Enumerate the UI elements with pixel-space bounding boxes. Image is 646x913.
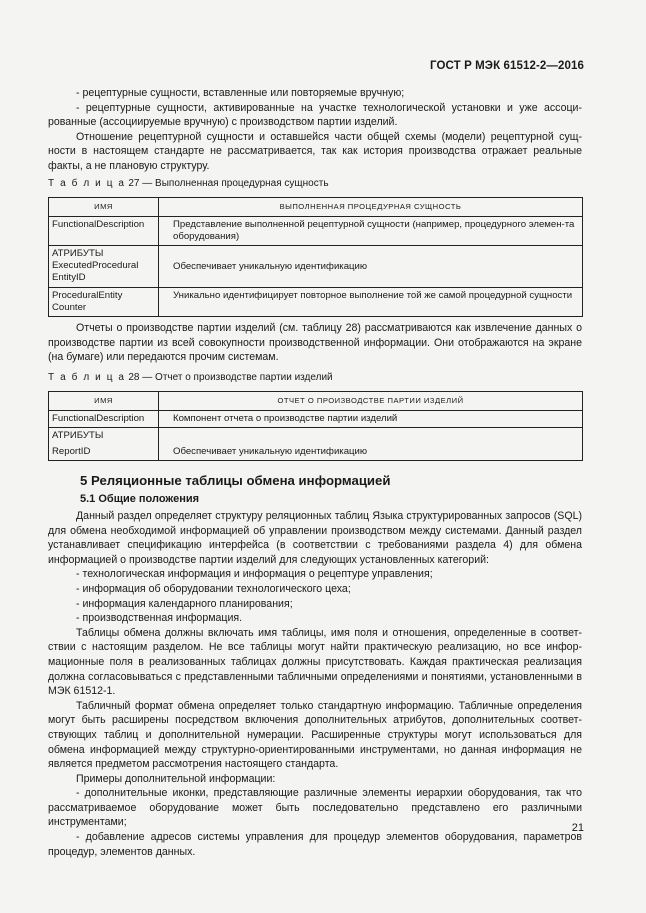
paragraph: Табличный формат обмена определяет только стандартную информацию. Табличные определения могут быть расширены посредством включения дополнительных атрибутов, дополнительных соответ-ствующих таблиц и дополнительной нумерации. Расширенные структуры могут использоваться для обмена информацией между структурно-ориентированными инструментами, но данная информация не является предметом рассмотрения настоящего стандарта.	[48, 699, 582, 771]
list-item: - технологическая информация и информация о рецептуре управления;	[76, 568, 433, 581]
table-cell: Компонент отчета о производстве партии изделий	[159, 411, 583, 428]
list-item: - добавление адресов системы управления для процедур элементов оборудования, параметров процедур, элементов данных.	[48, 831, 582, 858]
document-header: ГОСТ Р МЭК 61512-2—2016	[430, 60, 584, 72]
table-cell: Уникально идентифицирует повторное выполнение той же самой процедурной сущности	[159, 288, 583, 317]
paragraph: Отчеты о производстве партии изделий (см. таблицу 28) рассматриваются как извлечение данных о производстве партии из всей совокупности производственной информации. Они отображаются на экране (на бумаге) или передаются прочим системам.	[48, 322, 582, 364]
section-body	[48, 509, 582, 859]
table-cell: АТРИБУТЫ ExecutedProcedural EntityID	[49, 246, 159, 288]
list-item: - информация календарного планирования;	[76, 597, 293, 610]
table-cell: ReportID	[49, 444, 159, 461]
column-header: ИМЯ	[49, 198, 159, 217]
table-27	[48, 197, 583, 317]
paragraph: Отношение рецептурной сущности и оставшейся части общей схемы (модели) рецептурной сущ-ности в настоящем стандарте не рассматривается, так как история производства отражает реальные факты, а не плановую структуру.	[48, 130, 582, 172]
list-item: - информация об оборудовании технологического цеха;	[76, 582, 351, 595]
table-header-row	[49, 198, 583, 217]
table-row	[49, 217, 583, 246]
section-5-1-heading: 5.1 Общие положения	[80, 493, 200, 505]
intro-block	[48, 86, 582, 174]
table-28	[48, 391, 583, 461]
table-cell: FunctionalDescription	[49, 411, 159, 428]
column-header: ИМЯ	[49, 392, 159, 411]
reports-paragraph-block	[48, 321, 582, 365]
table-row	[49, 444, 583, 461]
paragraph: Примеры дополнительной информации:	[76, 772, 276, 785]
table-cell: АТРИБУТЫ	[49, 428, 159, 445]
list-item: - рецептурные сущности, вставленные или повторяемые вручную;	[76, 87, 405, 99]
table-28-caption: Т а б л и ц а 28 — Отчет о производстве партии изделий	[48, 372, 333, 383]
column-header: ВЫПОЛНЕННАЯ ПРОЦЕДУРНАЯ СУЩНОСТЬ	[159, 198, 583, 217]
list-item: - производственная информация.	[76, 612, 243, 625]
paragraph: Данный раздел определяет структуру реляционных таблиц Языка структурированных запросов (SQL) для обмена необходимой информацией об управлении производством между системами. Данный раздел устанавливает спецификацию интерфейса (в соответствии с требованиями раздела 4) для обмена информацией о производстве партии изделий для следующих установленных категорий:	[48, 510, 582, 566]
table-row	[49, 288, 583, 317]
table-cell: ProceduralEntity Counter	[49, 288, 159, 317]
table-cell: FunctionalDescription	[49, 217, 159, 246]
table-cell: Представление выполненной рецептурной сущности (например, процедурного элемен-та оборудования)	[159, 217, 583, 246]
table-cell: Обеспечивает уникальную идентификацию	[159, 246, 583, 288]
table-cell: Обеспечивает уникальную идентификацию	[159, 444, 583, 461]
table-header-row	[49, 392, 583, 411]
section-5-heading: 5 Реляционные таблицы обмена информацией	[80, 473, 391, 488]
table-row	[49, 411, 583, 428]
table-27-caption: Т а б л и ц а 27 — Выполненная процедурная сущность	[48, 178, 329, 189]
table-row	[49, 428, 583, 445]
page-number: 21	[571, 822, 584, 834]
paragraph: Таблицы обмена должны включать имя таблицы, имя поля и отношения, определенные в соответ-ствии с настоящим разделом. Не все таблицы могут найти практическую реализацию, но все инфор-мационные поля в реализованных таблицах должны присутствовать. Каждая практическая реализация должна согласовываться с представленными табличными определениями и понятиями, установленными в МЭК 61512-1.	[48, 626, 582, 698]
table-row	[49, 246, 583, 288]
list-item: - рецептурные сущности, активированные на участке технологической установки и уже ассоци-рованные (ассоциируемые вручную) с производством партии изделий.	[48, 101, 582, 129]
list-item: - дополнительные иконки, представляющие различные элементы иерархии оборудования, так что рассматриваемое оборудование может быть последовательно представлено его различными инструментами;	[48, 787, 582, 829]
table-cell	[159, 428, 583, 445]
column-header: ОТЧЕТ О ПРОИЗВОДСТВЕ ПАРТИИ ИЗДЕЛИЙ	[159, 392, 583, 411]
